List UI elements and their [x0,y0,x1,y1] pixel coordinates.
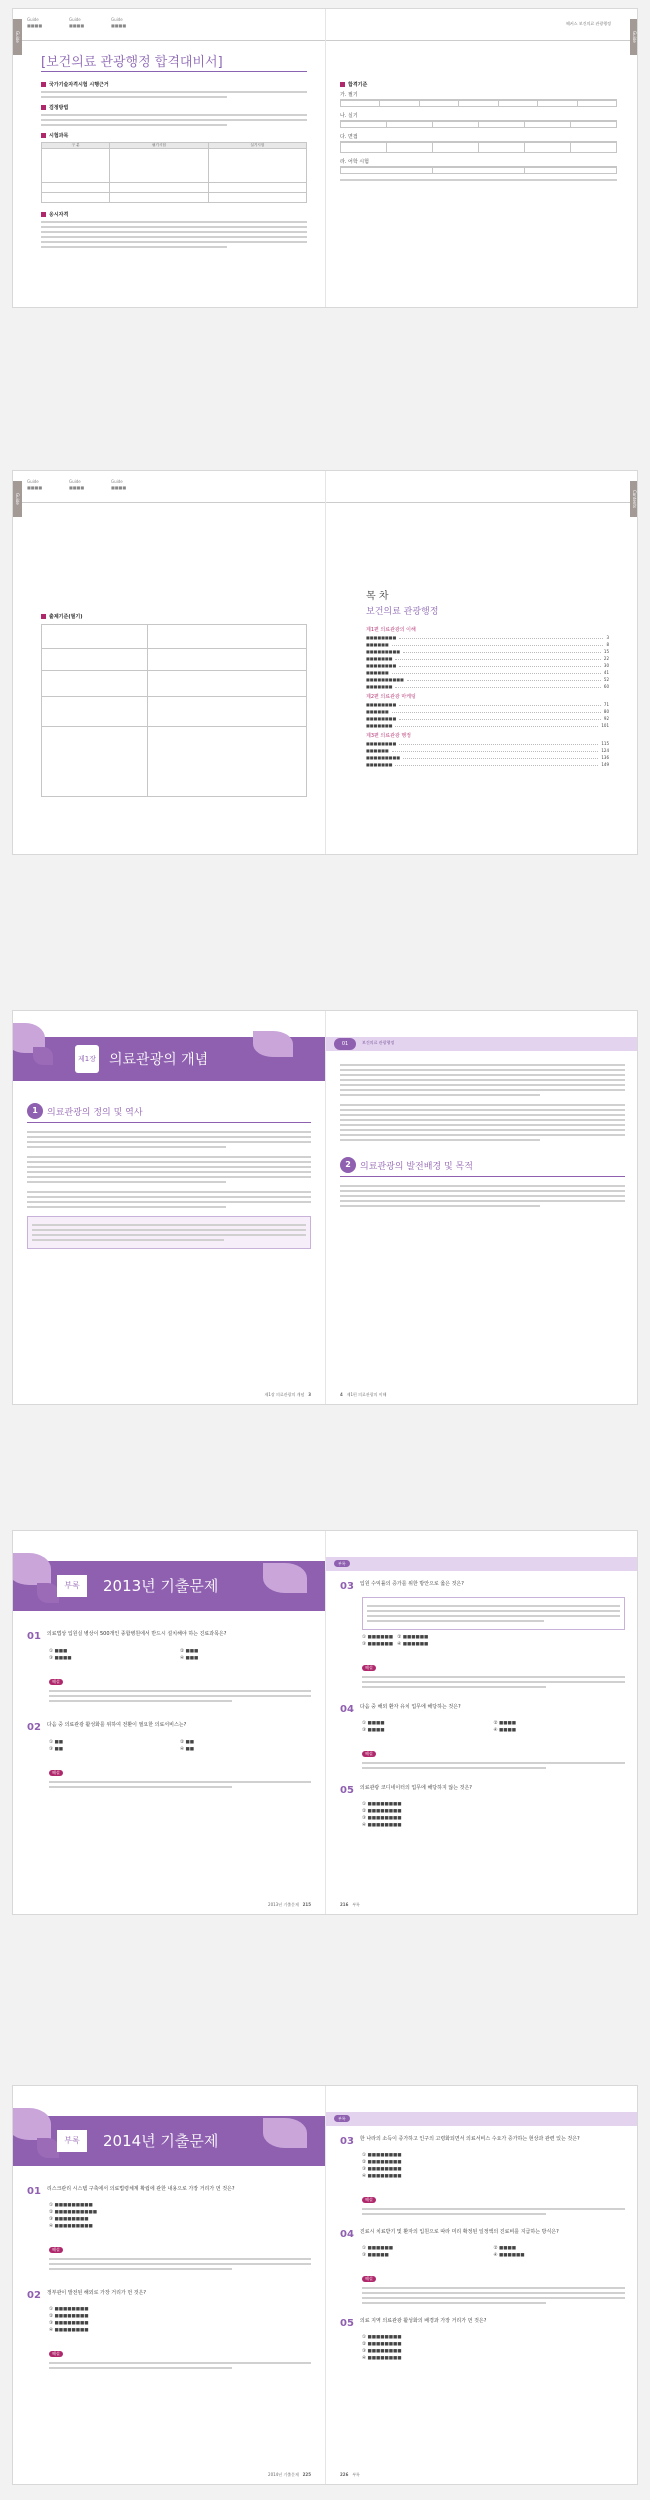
page-left [13,9,326,307]
page-title: [보건의료 관광행정 합격대비서] [41,55,223,70]
question: 05 의료 지역 의료관광 활성화의 배경과 가장 거리가 먼 것은? [340,2318,487,2329]
spread-2014-exam [12,2085,638,2485]
spread-chapter-1 [12,1010,638,1405]
side-tab: Guide [13,19,22,55]
question: 01 리스크관리 시스템 구축에서 의료법령체계 확립에 관한 내용으로 가장 거리가 먼 것은? [27,2186,235,2197]
chapter-label: 제1장 [75,1045,99,1073]
exam-title: 2014년 기출문제 [103,2132,219,2150]
section-heading: 2 의료관광의 발전배경 및 목적 [340,1157,625,1177]
exam-banner [13,1561,325,1611]
running-header: 01 보건의료 관광행정 [326,1037,638,1051]
section-heading: 국가기술자격시험 시행근거 [41,81,307,88]
section-heading: 시험과목 [41,132,307,139]
running-header: 부록 [326,2112,638,2126]
appendix-tag: 부록 [57,1575,87,1597]
spread-contents [12,470,638,855]
exam-standards-table [41,624,307,797]
score-table [340,141,617,153]
page-right: Contents 목 차 보건의료 관광행정 제1편 의료관광의 이해 ■■■■■■■■ 3 ■■■■■■ 8 ■■■■■■■■■ 15 ■■■■■■■ 22 ■■■■■■■■ 30 ■■■■■■ 41 ■■■■■■■■■■ 52 ■■■■■■■ 60 제2편 의료관광 마케팅 ■■■■■■■■ 71 ■■■■■■ 80 ■■■■■■■■ 92 ■■■■■■■ 101 제3편 의료관광 행정 ■■■■■■■■ 115 ■■■■■■ 124 ■■■■■■■■■ 136 ■■■■■■■ 149 [326,471,638,854]
page-left: 부록 2014년 기출문제 01 리스크관리 시스템 구축에서 의료법령체계 확립에 관한 내용으로 가장 거리가 먼 것은? ① ■■■■■■■■■ ② ■■■■■■■■■■ ③ ■■■■■■■■ ④ ■■■■■■■■■ 해설 02 정부관이 발전된 해외로 가장 거리가 먼 것은? ① ■■■■■■■■ ② ■■■■■■■■ ③ ■■■■■■■■ ④ ■■■■■■■■ 해설 2014년 기출문제 225 [13,2086,326,2484]
side-tab: Contents [630,481,638,517]
side-tab: Guide [630,19,638,55]
toc-subtitle: 보건의료 관광행정 [366,607,439,617]
page-right: 부록 03 입원 수익률의 증가를 위한 방안으로 옳은 것은? ① ■■■■■■ ② ■■■■■■ ③ ■■■■■■ ④ ■■■■■■ 해설 04 다음 중 해외 환자 유치 업무에 해당하는 것은? ① ■■■■ ② ■■■■ ③ ■■■■ ④ ■■■■ 해설 05 의료관광 코디네이터의 업무에 해당하지 않는 것은? ① ■■■■■■■■ ② ■■■■■■■■ ③ ■■■■■■■■ ④ ■■■■■■■■ 216 부록 [326,1531,638,1914]
question: 04 다음 중 해외 환자 유치 업무에 해당하는 것은? [340,1704,461,1715]
page-header: Guide ■■■■ Guide ■■■■ Guide ■■■■ [13,9,325,41]
page-right: 01 보건의료 관광행정 2 의료관광의 발전배경 및 목적 4 제1편 의료관광의 이해 [326,1011,638,1404]
chapter-banner [13,1037,325,1081]
section-heading: 1 의료관광의 정의 및 역사 [27,1103,311,1123]
toc-part[interactable]: 제1편 의료관광의 이해 [366,627,416,633]
page-left: 제1장 의료관광의 개념 1 의료관광의 정의 및 역사 제1장 의료관광의 개념 3 [13,1011,326,1404]
section-heading: 응시자격 [41,211,307,218]
question: 02 다음 중 의료관광 활성화를 위하여 전환이 필요한 의료서비스는? [27,1722,187,1733]
question: 01 의료법상 입원실 병상이 500개인 종합병원에서 반드시 설치해야 하는 진료과목은? [27,1631,227,1642]
exam-banner [13,2116,325,2166]
question: 05 의료관광 코디네이터의 업무에 해당하지 않는 것은? [340,1785,472,1796]
page-left: 부록 2013년 기출문제 01 의료법상 입원실 병상이 500개인 종합병원에서 반드시 설치해야 하는 진료과목은? ① ■■■ ② ■■■ ③ ■■■■ ④ ■■■ 해설 02 다음 중 의료관광 활성화를 위하여 전환이 필요한 의료서비스는? ① ■■ ② ■■ ③ ■■ ④ ■■ 해설 2013년 기출문제 215 [13,1531,326,1914]
score-table [340,166,617,174]
section-heading: 검정방법 [41,104,307,111]
page-right: 부록 03 한 나라의 소득이 증가하고 인구의 고령화되면서 의료서비스 수요가 증가하는 현상과 관련 있는 것은? ① ■■■■■■■■ ② ■■■■■■■■ ③ ■■■■■■■■ ④ ■■■■■■■■ 해설 04 진료시 치료받기 및 환자의 입원으로 따라 미리 확정된 일정액의 진료비를 지급하는 방식은? ① ■■■■■■ ② ■■■■ ③ ■■■■■ ④ ■■■■■■ 해설 05 의료 지역 의료관광 활성화의 배경과 가장 거리가 먼 것은? ① ■■■■■■■■ ② ■■■■■■■■ ③ ■■■■■■■■ ④ ■■■■■■■■ 226 부록 [326,2086,638,2484]
appendix-tag: 부록 [57,2130,87,2152]
spread-2013-exam [12,1530,638,1915]
section-heading: 합격기준 [340,81,617,88]
page-header [326,471,638,503]
exam-subject-table: 구 분 필기시험 실기시험 [41,142,307,203]
toc-part[interactable]: 제2편 의료관광 마케팅 [366,694,416,700]
question: 03 입원 수익률의 증가를 위한 방안으로 옳은 것은? [340,1581,464,1592]
page-left [13,471,326,854]
exam-title: 2013년 기출문제 [103,1577,219,1595]
score-table [340,99,617,107]
question: 02 정부관이 발전된 해외로 가장 거리가 먼 것은? [27,2290,147,2301]
question: 04 진료시 치료받기 및 환자의 입원으로 따라 미리 확정된 일정액의 진료비를 지급하는 방식은? [340,2229,559,2240]
section-heading: 출제기준(필기) [41,613,307,620]
page-header: Guide ■■■■ Guide ■■■■ Guide ■■■■ [13,471,325,503]
toc-title: 목 차 [366,591,389,602]
page-right: 해커스 보건의료 관광행정 Guide 합격기준 가. 필기 나. 실기 다. 면접 라. 어학 시험 [326,9,638,307]
spread-guide-1 [12,8,638,308]
side-tab: Guide [13,481,22,517]
score-table [340,120,617,128]
chapter-title: 의료관광의 개념 [109,1052,209,1068]
running-header: 부록 [326,1557,638,1571]
page-header: 해커스 보건의료 관광행정 [326,9,638,41]
toc-part[interactable]: 제3편 의료관광 행정 [366,733,412,739]
question: 03 한 나라의 소득이 증가하고 인구의 고령화되면서 의료서비스 수요가 증가하는 현상과 관련 있는 것은? [340,2136,580,2147]
